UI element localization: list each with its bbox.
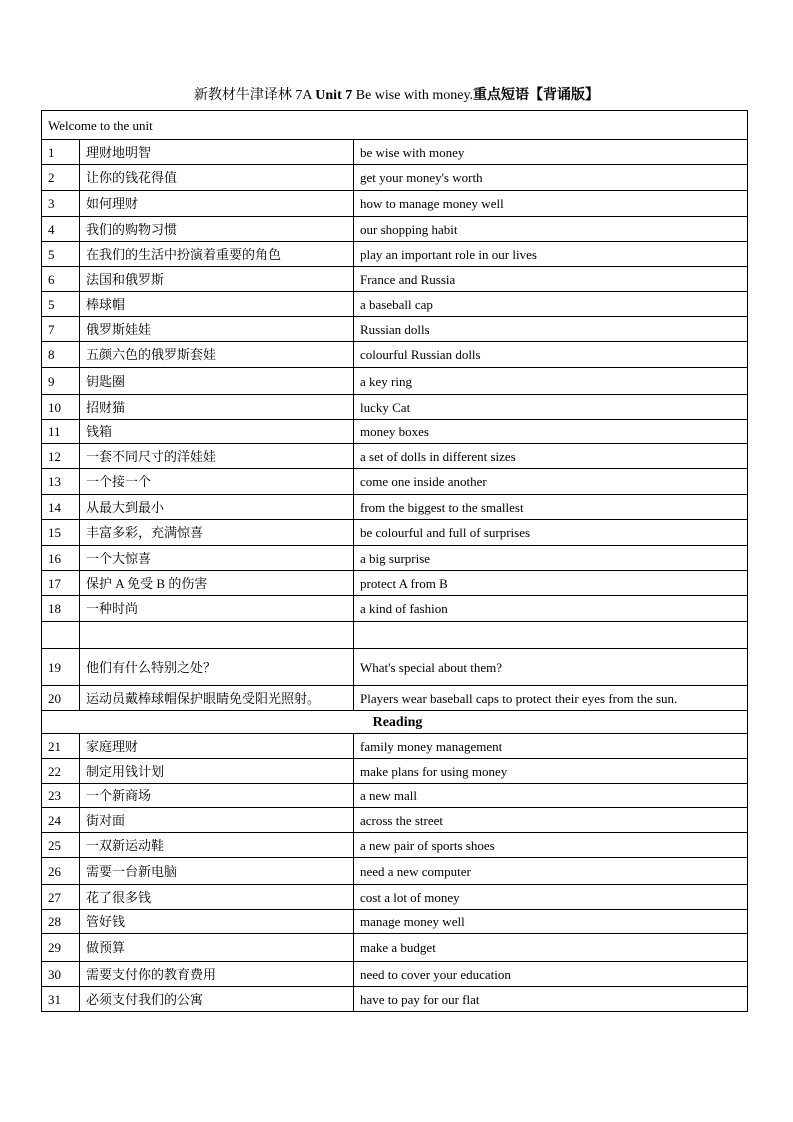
chinese-phrase: 他们有什么特别之处？ <box>80 649 354 686</box>
english-phrase: from the biggest to the smallest <box>354 495 748 520</box>
row-number: 11 <box>42 420 80 444</box>
chinese-phrase: 一个大惊喜 <box>80 546 354 571</box>
title-topic: Be wise with money. <box>352 88 474 103</box>
english-phrase: a kind of fashion <box>354 596 748 622</box>
chinese-phrase: 街对面 <box>80 808 354 833</box>
row-number: 2 <box>42 165 80 191</box>
table-row <box>42 267 748 292</box>
row-number: 9 <box>42 368 80 395</box>
chinese-phrase <box>80 622 354 649</box>
chinese-phrase: 保护 A 免受 B 的伤害 <box>80 571 354 596</box>
english-phrase: colourful Russian dolls <box>354 342 748 368</box>
table-row <box>42 686 748 711</box>
table-row <box>42 317 748 342</box>
table-row <box>42 596 748 622</box>
english-phrase: make a budget <box>354 934 748 962</box>
english-phrase: be colourful and full of surprises <box>354 520 748 546</box>
chinese-phrase: 棒球帽 <box>80 292 354 317</box>
row-number: 25 <box>42 833 80 858</box>
english-phrase: manage money well <box>354 910 748 934</box>
english-phrase: get your money's worth <box>354 165 748 191</box>
chinese-phrase: 招财猫 <box>80 395 354 420</box>
table-row <box>42 520 748 546</box>
chinese-phrase: 钱箱 <box>80 420 354 444</box>
table-row <box>42 910 748 934</box>
row-number: 5 <box>42 292 80 317</box>
table-row <box>42 934 748 962</box>
row-number: 18 <box>42 596 80 622</box>
chinese-phrase: 运动员戴棒球帽保护眼睛免受阳光照射。 <box>80 686 354 711</box>
table-row <box>42 808 748 833</box>
chinese-phrase: 一套不同尺寸的洋娃娃 <box>80 444 354 469</box>
table-row <box>42 833 748 858</box>
chinese-phrase: 制定用钱计划 <box>80 759 354 784</box>
english-phrase: how to manage money well <box>354 191 748 217</box>
english-phrase: lucky Cat <box>354 395 748 420</box>
table-row <box>42 885 748 910</box>
table-row <box>42 191 748 217</box>
title-prefix: 新教材牛津译林 7A <box>193 88 316 103</box>
table-row <box>42 546 748 571</box>
chinese-phrase: 做预算 <box>80 934 354 962</box>
english-phrase: What's special about them? <box>354 649 748 686</box>
chinese-phrase: 需要支付你的教育费用 <box>80 962 354 987</box>
table-row <box>42 987 748 1012</box>
chinese-phrase: 家庭理财 <box>80 734 354 759</box>
row-number: 23 <box>42 784 80 808</box>
row-number: 7 <box>42 317 80 342</box>
row-number: 1 <box>42 140 80 165</box>
english-phrase: a set of dolls in different sizes <box>354 444 748 469</box>
row-number <box>42 622 80 649</box>
table-row <box>42 784 748 808</box>
row-number: 19 <box>42 649 80 686</box>
english-phrase: our shopping habit <box>354 217 748 242</box>
table-row <box>42 165 748 191</box>
english-phrase: make plans for using money <box>354 759 748 784</box>
table-row <box>42 734 748 759</box>
row-number: 3 <box>42 191 80 217</box>
chinese-phrase: 从最大到最小 <box>80 495 354 520</box>
row-number: 14 <box>42 495 80 520</box>
chinese-phrase: 丰富多彩，充满惊喜 <box>80 520 354 546</box>
table-row <box>42 342 748 368</box>
chinese-phrase: 俄罗斯娃娃 <box>80 317 354 342</box>
english-phrase: be wise with money <box>354 140 748 165</box>
chinese-phrase: 一个接一个 <box>80 469 354 495</box>
table-row <box>42 140 748 165</box>
table-row <box>42 217 748 242</box>
row-number: 20 <box>42 686 80 711</box>
table-row <box>42 962 748 987</box>
table-row <box>42 622 748 649</box>
english-phrase: a big surprise <box>354 546 748 571</box>
table-row <box>42 292 748 317</box>
chinese-phrase: 五颜六色的俄罗斯套娃 <box>80 342 354 368</box>
chinese-phrase: 需要一台新电脑 <box>80 858 354 885</box>
row-number: 15 <box>42 520 80 546</box>
title-unit: Unit 7 <box>315 88 353 103</box>
table-row <box>42 571 748 596</box>
row-number: 6 <box>42 267 80 292</box>
row-number: 16 <box>42 546 80 571</box>
phrase-table <box>41 110 748 1012</box>
chinese-phrase: 让你的钱花得值 <box>80 165 354 191</box>
section-heading: Welcome to the unit <box>42 111 748 140</box>
english-phrase: Russian dolls <box>354 317 748 342</box>
chinese-phrase: 一种时尚 <box>80 596 354 622</box>
row-number: 30 <box>42 962 80 987</box>
row-number: 27 <box>42 885 80 910</box>
row-number: 10 <box>42 395 80 420</box>
english-phrase: play an important role in our lives <box>354 242 748 267</box>
english-phrase: family money management <box>354 734 748 759</box>
english-phrase: across the street <box>354 808 748 833</box>
english-phrase: protect A from B <box>354 571 748 596</box>
english-phrase: a baseball cap <box>354 292 748 317</box>
chinese-phrase: 管好钱 <box>80 910 354 934</box>
row-number: 26 <box>42 858 80 885</box>
section-header-row <box>42 111 748 140</box>
english-phrase: France and Russia <box>354 267 748 292</box>
table-row <box>42 858 748 885</box>
english-phrase: a key ring <box>354 368 748 395</box>
section-heading: Reading <box>42 711 748 734</box>
row-number: 22 <box>42 759 80 784</box>
row-number: 17 <box>42 571 80 596</box>
page-title <box>0 87 793 105</box>
table-row <box>42 759 748 784</box>
english-phrase <box>354 622 748 649</box>
table-row <box>42 649 748 686</box>
row-number: 13 <box>42 469 80 495</box>
table-row <box>42 368 748 395</box>
chinese-phrase: 一个新商场 <box>80 784 354 808</box>
title-suffix: 重点短语【背诵版】 <box>473 88 600 103</box>
chinese-phrase: 钥匙圈 <box>80 368 354 395</box>
table-row <box>42 242 748 267</box>
english-phrase: have to pay for our flat <box>354 987 748 1012</box>
english-phrase: come one inside another <box>354 469 748 495</box>
table-row <box>42 395 748 420</box>
chinese-phrase: 法国和俄罗斯 <box>80 267 354 292</box>
section-header-row <box>42 711 748 734</box>
row-number: 4 <box>42 217 80 242</box>
chinese-phrase: 在我们的生活中扮演着重要的角色 <box>80 242 354 267</box>
row-number: 29 <box>42 934 80 962</box>
table-row <box>42 495 748 520</box>
english-phrase: a new pair of sports shoes <box>354 833 748 858</box>
chinese-phrase: 必须支付我们的公寓 <box>80 987 354 1012</box>
row-number: 31 <box>42 987 80 1012</box>
row-number: 8 <box>42 342 80 368</box>
english-phrase: need a new computer <box>354 858 748 885</box>
row-number: 24 <box>42 808 80 833</box>
english-phrase: Players wear baseball caps to protect their eyes from the sun. <box>354 686 748 711</box>
row-number: 12 <box>42 444 80 469</box>
english-phrase: money boxes <box>354 420 748 444</box>
table-row <box>42 469 748 495</box>
chinese-phrase: 如何理财 <box>80 191 354 217</box>
table-row <box>42 420 748 444</box>
chinese-phrase: 我们的购物习惯 <box>80 217 354 242</box>
table-row <box>42 444 748 469</box>
row-number: 28 <box>42 910 80 934</box>
row-number: 21 <box>42 734 80 759</box>
chinese-phrase: 一双新运动鞋 <box>80 833 354 858</box>
english-phrase: cost a lot of money <box>354 885 748 910</box>
chinese-phrase: 花了很多钱 <box>80 885 354 910</box>
english-phrase: need to cover your education <box>354 962 748 987</box>
chinese-phrase: 理财地明智 <box>80 140 354 165</box>
row-number: 5 <box>42 242 80 267</box>
english-phrase: a new mall <box>354 784 748 808</box>
